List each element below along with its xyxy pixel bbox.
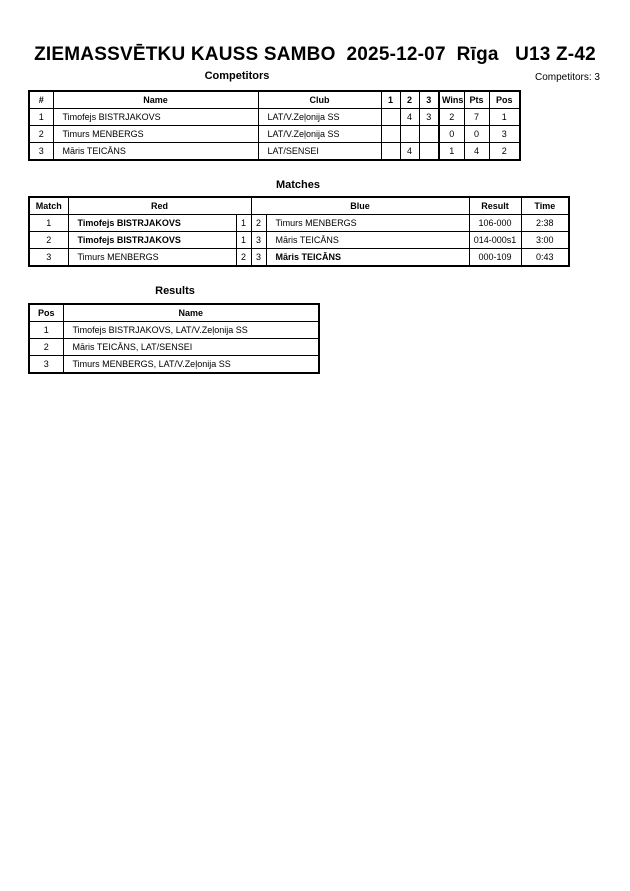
competitor-score-vs-1 <box>381 143 400 161</box>
match-time: 2:38 <box>521 215 569 232</box>
competitor-num: 3 <box>29 143 53 161</box>
match-time: 3:00 <box>521 232 569 249</box>
result-row <box>29 339 319 356</box>
competitor-score-vs-3 <box>419 126 439 143</box>
competitor-row <box>29 126 520 143</box>
competitor-club: LAT/V.Zeļonija SS <box>258 109 381 126</box>
competitor-pts: 7 <box>464 109 489 126</box>
match-row <box>29 249 569 267</box>
match-red-draw-num: 2 <box>236 249 251 267</box>
matches-header-match: Match <box>29 197 68 215</box>
competitors-table <box>28 90 521 161</box>
competitor-wins: 0 <box>439 126 464 143</box>
competitors-header-pos: Pos <box>489 91 520 109</box>
competitor-wins: 1 <box>439 143 464 161</box>
competitor-num: 2 <box>29 126 53 143</box>
competitor-pos: 2 <box>489 143 520 161</box>
results-section-title: Results <box>155 285 195 297</box>
match-number: 1 <box>29 215 68 232</box>
match-blue-draw-num: 3 <box>251 232 266 249</box>
page-title: ZIEMASSVĒTKU KAUSS SAMBO 2025-12-07 Rīga U13 Z-42 <box>34 44 596 65</box>
competitor-score-vs-3: 3 <box>419 109 439 126</box>
matches-header-row <box>29 197 569 215</box>
competitor-score-vs-2 <box>400 126 419 143</box>
competitor-name: Timurs MENBERGS <box>53 126 258 143</box>
matches-header-blue: Blue <box>251 197 469 215</box>
competitors-header-row <box>29 91 520 109</box>
match-blue-name: Māris TEICĀNS <box>266 232 469 249</box>
match-result: 000-109 <box>469 249 521 267</box>
match-result: 106-000 <box>469 215 521 232</box>
competitor-num: 1 <box>29 109 53 126</box>
competitor-score-vs-2: 4 <box>400 109 419 126</box>
competitor-pos: 3 <box>489 126 520 143</box>
result-name: Timurs MENBERGS, LAT/V.Zeļonija SS <box>63 356 319 374</box>
competitors-section-title: Competitors <box>204 70 270 82</box>
competitor-club: LAT/SENSEI <box>258 143 381 161</box>
competitor-pts: 0 <box>464 126 489 143</box>
match-red-draw-num: 1 <box>236 215 251 232</box>
match-row <box>29 215 569 232</box>
match-number: 3 <box>29 249 68 267</box>
match-row <box>29 232 569 249</box>
competitors-header-c2: 2 <box>400 91 419 109</box>
competitor-pos: 1 <box>489 109 520 126</box>
competitor-row <box>29 109 520 126</box>
match-blue-draw-num: 2 <box>251 215 266 232</box>
result-name: Timofejs BISTRJAKOVS, LAT/V.Zeļonija SS <box>63 322 319 339</box>
competitor-score-vs-2: 4 <box>400 143 419 161</box>
competitors-header-wins: Wins <box>439 91 464 109</box>
matches-table <box>28 196 570 267</box>
match-red-name: Timofejs BISTRJAKOVS <box>68 232 236 249</box>
result-row <box>29 356 319 374</box>
competitors-header-c1: 1 <box>381 91 400 109</box>
matches-header-red: Red <box>68 197 251 215</box>
match-blue-name: Māris TEICĀNS <box>266 249 469 267</box>
matches-header-result: Result <box>469 197 521 215</box>
match-blue-name: Timurs MENBERGS <box>266 215 469 232</box>
competitors-header-num: # <box>29 91 53 109</box>
result-pos: 1 <box>29 322 63 339</box>
match-red-draw-num: 1 <box>236 232 251 249</box>
match-red-name: Timurs MENBERGS <box>68 249 236 267</box>
match-result: 014-000s1 <box>469 232 521 249</box>
match-time: 0:43 <box>521 249 569 267</box>
competitors-header-pts: Pts <box>464 91 489 109</box>
competitor-score-vs-1 <box>381 109 400 126</box>
competitor-club: LAT/V.Zeļonija SS <box>258 126 381 143</box>
competitor-score-vs-3 <box>419 143 439 161</box>
result-name: Māris TEICĀNS, LAT/SENSEI <box>63 339 319 356</box>
results-header-name: Name <box>63 304 319 322</box>
competitors-header-name: Name <box>53 91 258 109</box>
result-row <box>29 322 319 339</box>
competitor-wins: 2 <box>439 109 464 126</box>
competitor-pts: 4 <box>464 143 489 161</box>
match-blue-draw-num: 3 <box>251 249 266 267</box>
matches-section-title: Matches <box>275 179 321 191</box>
match-red-name: Timofejs BISTRJAKOVS <box>68 215 236 232</box>
results-table <box>28 303 320 374</box>
results-header-pos: Pos <box>29 304 63 322</box>
match-number: 2 <box>29 232 68 249</box>
competitor-name: Timofejs BISTRJAKOVS <box>53 109 258 126</box>
matches-header-time: Time <box>521 197 569 215</box>
result-pos: 2 <box>29 339 63 356</box>
competitors-header-club: Club <box>258 91 381 109</box>
competitor-row <box>29 143 520 161</box>
results-header-row <box>29 304 319 322</box>
competitors-header-c3: 3 <box>419 91 439 109</box>
result-pos: 3 <box>29 356 63 374</box>
competitor-name: Māris TEICĀNS <box>53 143 258 161</box>
competitors-count-label: Competitors: 3 <box>534 72 600 83</box>
competitor-score-vs-1 <box>381 126 400 143</box>
